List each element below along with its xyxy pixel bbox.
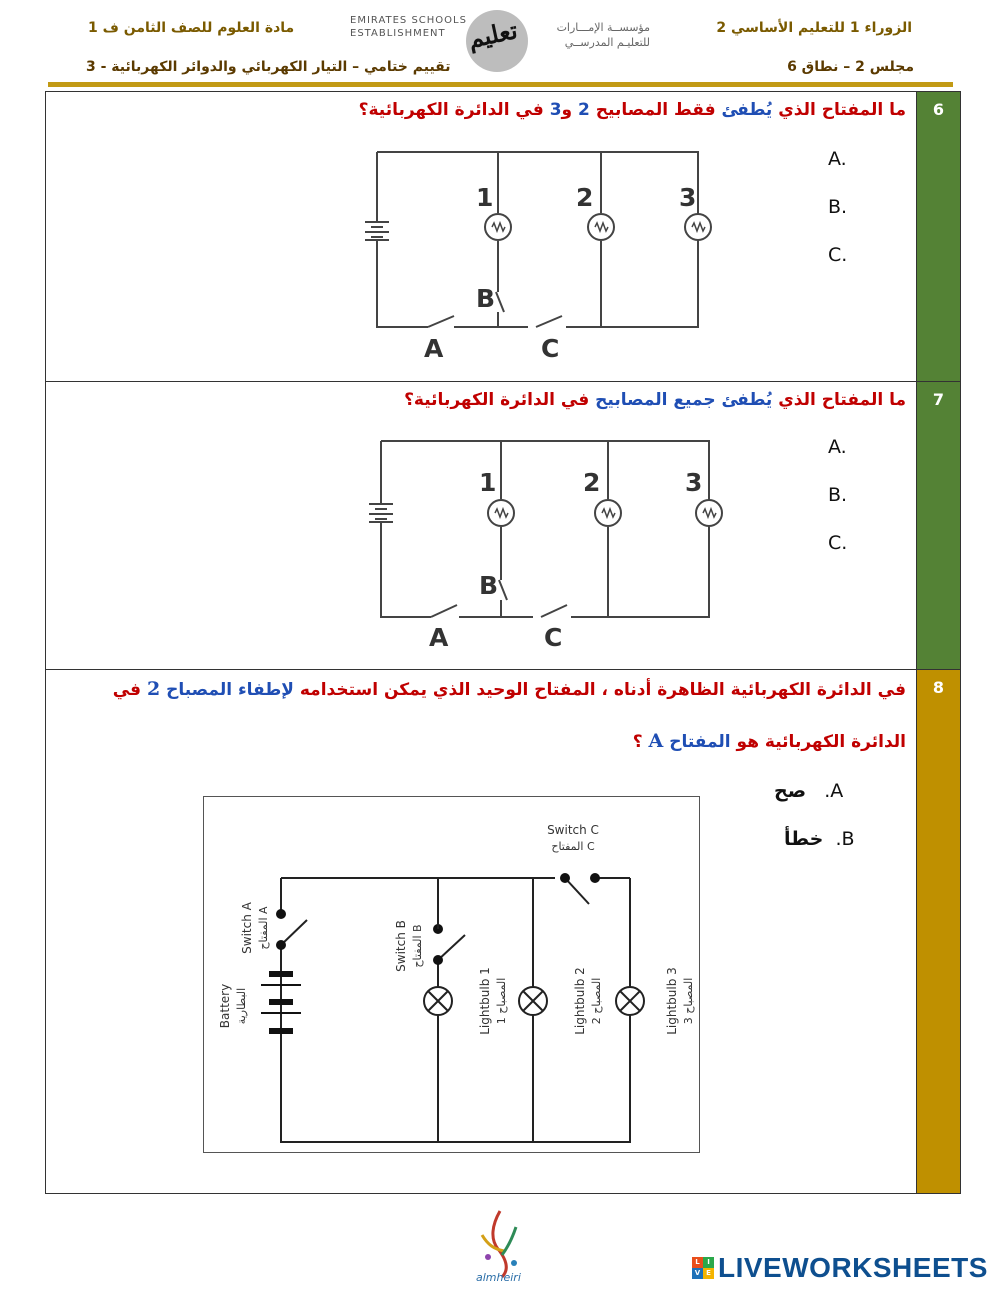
battery-icon bbox=[369, 504, 393, 522]
liveworksheets-wordmark: LIVEWORKSHEETS bbox=[718, 1252, 988, 1283]
switch-b-label-ar: المفتاح B bbox=[411, 924, 424, 968]
bulb-1-label: 1 bbox=[479, 468, 497, 497]
q8-text-3: لإطفاء المصباح bbox=[160, 680, 294, 700]
question-number: 6 bbox=[916, 92, 960, 381]
q6-text-3: فقط المصابيح bbox=[589, 100, 716, 120]
option-a-text: صح bbox=[774, 780, 807, 802]
q6-text-5: و bbox=[561, 100, 579, 120]
bulb-3-label: 3 bbox=[679, 183, 697, 212]
question-number: 7 bbox=[916, 382, 960, 669]
ea-line1: مؤسســة الإمـــارات bbox=[556, 21, 650, 34]
switch-b-label-en: Switch B bbox=[394, 920, 408, 972]
q8-text-5: في bbox=[112, 680, 147, 700]
q7-text-1: ما المفتاح الذي bbox=[772, 390, 906, 410]
bulb-3-icon bbox=[696, 500, 722, 526]
question-text-line2 bbox=[633, 730, 906, 752]
lw-letter-i: I bbox=[703, 1257, 714, 1268]
bulb-1-label: 1 bbox=[476, 183, 494, 212]
lightbulb-1-label-en: Lightbulb 1 bbox=[478, 967, 492, 1035]
option-a[interactable]: A. bbox=[828, 436, 847, 458]
q7-text-4: في الدائرة الكهربائية؟ bbox=[404, 390, 590, 410]
lw-letter-e: E bbox=[703, 1268, 714, 1279]
battery-icon bbox=[365, 222, 389, 240]
bulb-2-label: 2 bbox=[576, 183, 594, 212]
q8-text-9: ؟ bbox=[632, 732, 649, 752]
q6-text-4: 2 bbox=[578, 100, 590, 120]
lightbulb-3-label-en: Lightbulb 3 bbox=[665, 967, 679, 1035]
liveworksheets-icon bbox=[692, 1257, 714, 1279]
question-text bbox=[359, 100, 906, 120]
circuit-diagram-q8 bbox=[203, 796, 701, 1156]
taleem-logo bbox=[466, 10, 528, 72]
switch-c-label: C bbox=[541, 334, 560, 363]
battery-label-en: Battery bbox=[218, 983, 232, 1029]
q8-text-1: في الدائرة الكهربائية الظاهرة أدناه ، bbox=[595, 680, 906, 700]
bulb-1-icon bbox=[488, 500, 514, 526]
option-b-letter: B. bbox=[835, 828, 855, 850]
ese-line2: ESTABLISHMENT bbox=[350, 28, 446, 39]
question-number: 8 bbox=[916, 670, 960, 1193]
q6-text-2: يُطفئ bbox=[715, 100, 773, 120]
school-name: الزوراء 1 للتعليم الأساسي 2 bbox=[716, 20, 912, 36]
switch-a-label: A bbox=[424, 334, 444, 363]
option-b[interactable] bbox=[784, 828, 855, 850]
switch-b-label: B bbox=[476, 284, 496, 313]
battery-label-ar: البطارية bbox=[235, 987, 248, 1025]
switch-a-label-ar: المفتاح A bbox=[257, 906, 270, 950]
circuit-diagram-q6 bbox=[346, 132, 726, 372]
bulb-2-icon bbox=[588, 214, 614, 240]
switch-a-label-en: Switch A bbox=[240, 902, 254, 954]
option-c[interactable]: C. bbox=[828, 244, 848, 266]
lw-letter-l: L bbox=[692, 1257, 703, 1268]
q8-text-6: الدائرة الكهربائية هو bbox=[730, 732, 906, 752]
question-text bbox=[404, 390, 906, 410]
bulb-2-icon bbox=[595, 500, 621, 526]
q6-text-7: في الدائرة الكهربائية؟ bbox=[358, 100, 550, 120]
lightbulb-2-label-en: Lightbulb 2 bbox=[573, 967, 587, 1035]
lightbulb-2-icon bbox=[519, 987, 547, 1015]
question-6 bbox=[46, 92, 960, 382]
header-divider bbox=[48, 82, 953, 87]
switch-b-label: B bbox=[479, 571, 499, 600]
lightbulb-1-label-ar: المصباح 1 bbox=[495, 977, 508, 1025]
ese-logo-text bbox=[350, 14, 467, 40]
option-b[interactable]: B. bbox=[828, 196, 848, 218]
ea-line2: للتعليـم المدرســي bbox=[564, 36, 650, 49]
q8-text-4: 2 bbox=[146, 678, 161, 700]
q6-text-6: 3 bbox=[549, 100, 562, 120]
ese-line1: EMIRATES SCHOOLS bbox=[350, 15, 467, 26]
lightbulb-3-label-ar: المصباح 3 bbox=[682, 977, 695, 1025]
question-7 bbox=[46, 382, 960, 670]
option-b[interactable]: B. bbox=[828, 484, 848, 506]
q6-text-1: ما المفتاح الذي bbox=[772, 100, 906, 120]
bulb-3-icon bbox=[685, 214, 711, 240]
circuit-diagram-q7 bbox=[351, 422, 731, 662]
subject-title: مادة العلوم للصف الثامن ف 1 bbox=[88, 20, 295, 36]
option-a[interactable]: A. bbox=[828, 148, 847, 170]
taleem-logo-word: تعليم bbox=[465, 15, 520, 54]
question-8 bbox=[46, 670, 960, 1193]
question-table bbox=[45, 91, 961, 1194]
lightbulb-2-label-ar: المصباح 2 bbox=[590, 977, 603, 1025]
q8-text-2: المفتاح الوحيد الذي يمكن استخدامه bbox=[293, 680, 596, 700]
school-cluster: مجلس 2 – نطاق 6 bbox=[787, 59, 914, 75]
option-c[interactable]: C. bbox=[828, 532, 848, 554]
q7-text-3: جميع المصابيح bbox=[589, 390, 716, 410]
question-text-line1 bbox=[113, 678, 906, 700]
q8-text-8: A bbox=[648, 730, 664, 752]
switch-a-label: A bbox=[429, 623, 449, 652]
assessment-title: تقييم ختامي – التيار الكهربائي والدوائر الكهربائية - 3 bbox=[86, 59, 451, 75]
switch-c-label-en: Switch C bbox=[547, 823, 599, 837]
bulb-1-icon bbox=[485, 214, 511, 240]
liveworksheets-brand[interactable] bbox=[692, 1252, 988, 1284]
q8-text-7: المفتاح bbox=[663, 732, 731, 752]
switch-c-label: C bbox=[544, 623, 563, 652]
option-b-text: خطأ bbox=[784, 828, 824, 850]
lightbulb-1-icon bbox=[424, 987, 452, 1015]
q7-text-2: يُطفئ bbox=[715, 390, 773, 410]
option-a-letter: A. bbox=[824, 780, 844, 802]
bulb-3-label: 3 bbox=[685, 468, 703, 497]
ea-logo-text bbox=[550, 20, 650, 50]
lightbulb-3-icon bbox=[616, 987, 644, 1015]
lw-letter-v: V bbox=[692, 1268, 703, 1279]
almheiri-name: almheiri bbox=[476, 1271, 521, 1284]
switch-c-label-ar: المفتاح C bbox=[551, 840, 595, 853]
option-a[interactable] bbox=[774, 780, 843, 802]
bulb-2-label: 2 bbox=[583, 468, 601, 497]
